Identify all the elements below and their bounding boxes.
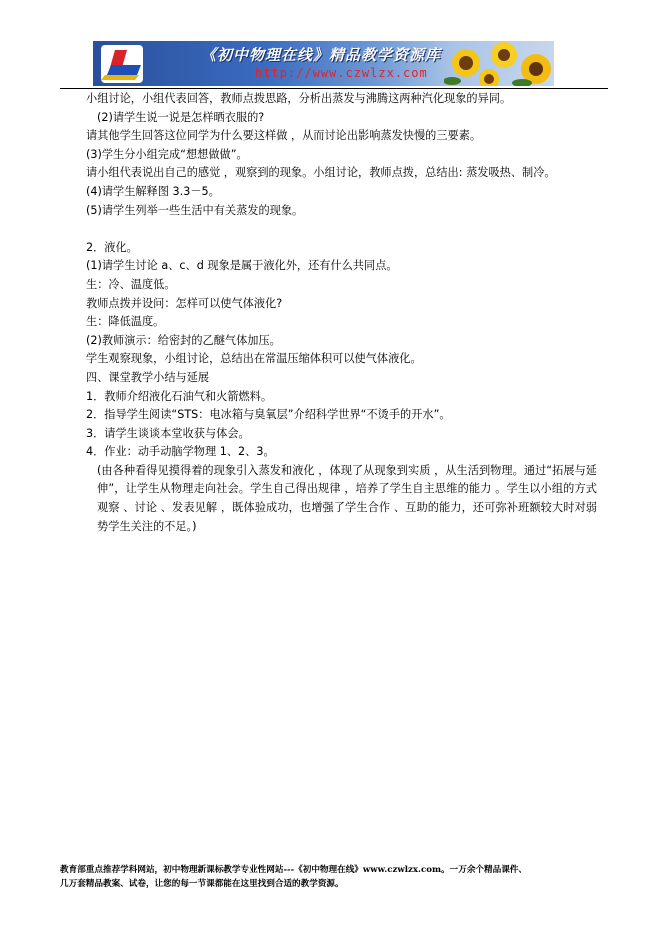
body-line: 请小组代表说出自己的感觉 ，观察到的现象。小组讨论，教师点拨，总结出: 蒸发吸热、制冷。: [86, 166, 556, 180]
body-line: 2．指导学生阅读“STS：电冰箱与臭氧层”介绍科学世界“不烫手的开水”。: [86, 408, 451, 422]
document-body: [86, 90, 597, 536]
site-logo: [101, 45, 143, 83]
sunflower-decoration: [444, 41, 554, 86]
body-line: 4．作业：动手动脑学物理 1、2、3。: [86, 445, 275, 459]
page-footer: [60, 863, 608, 891]
closing-paragraph: (由各种看得见摸得着的现象引入蒸发和液化 ，体现了从现象到实质 ，从生活到物理。通过“拓展与延伸”，让学生从物理走向社会。学生自己得出规律 ，培养了学生自主思维的能力 。学生以小组的方式观察 、讨论 、发表见解 ，既体验成功，也增强了学生合作 、互助的能力，还可弥补班额较大时对弱势学生关注的不足。): [97, 463, 597, 533]
body-line: 教师点拨并设问：怎样可以使气体液化?: [86, 296, 283, 310]
body-line: (2)请学生说一说是怎样晒衣服的?: [97, 110, 265, 124]
banner-url: http://www.czwlzx.com: [255, 66, 428, 80]
header-banner: [93, 41, 554, 86]
footer-line: 几万套精品教案、试卷，让您的每一节课都能在这里找到合适的教学资源。: [60, 879, 344, 889]
body-line: 小组讨论，小组代表回答，教师点拨思路，分析出蒸发与沸腾这两种汽化现象的异同。: [86, 92, 512, 105]
body-line: 学生观察现象，小组讨论，总结出在常温压缩体积可以使气体液化。: [86, 352, 422, 366]
body-line: (5)请学生列举一些生活中有关蒸发的现象。: [86, 203, 304, 217]
body-line: 请其他学生回答这位同学为什么要这样做 ，从而讨论出影响蒸发快慢的三要素。: [86, 129, 482, 143]
header-divider: [60, 88, 608, 89]
body-line: 3．请学生谈谈本堂收获与体会。: [86, 426, 250, 440]
section-heading: 四、课堂教学小结与延展: [86, 370, 210, 384]
body-line: (1)请学生讨论 a、c、d 现象是属于液化外，还有什么共同点。: [86, 259, 398, 273]
body-line: (4)请学生解释图 3.3－5。: [86, 184, 220, 198]
blank-line: [86, 220, 586, 239]
body-line: (3)学生分小组完成“想想做做”。: [86, 147, 248, 161]
body-line: 生：冷、温度低。: [86, 277, 176, 291]
body-line: (2)教师演示：给密封的乙醚气体加压。: [86, 333, 281, 347]
section-heading: 2．液化。: [86, 240, 138, 254]
body-line: 生：降低温度。: [86, 315, 165, 329]
footer-line: 教育部重点推荐学科网站，初中物理新课标教学专业性网站---《初中物理在线》www.czwlzx.com。一万余个精品课件、: [60, 865, 527, 875]
banner-title: 《初中物理在线》精品教学资源库: [201, 46, 442, 64]
body-line: 1．教师介绍液化石油气和火箭燃料。: [86, 389, 273, 403]
